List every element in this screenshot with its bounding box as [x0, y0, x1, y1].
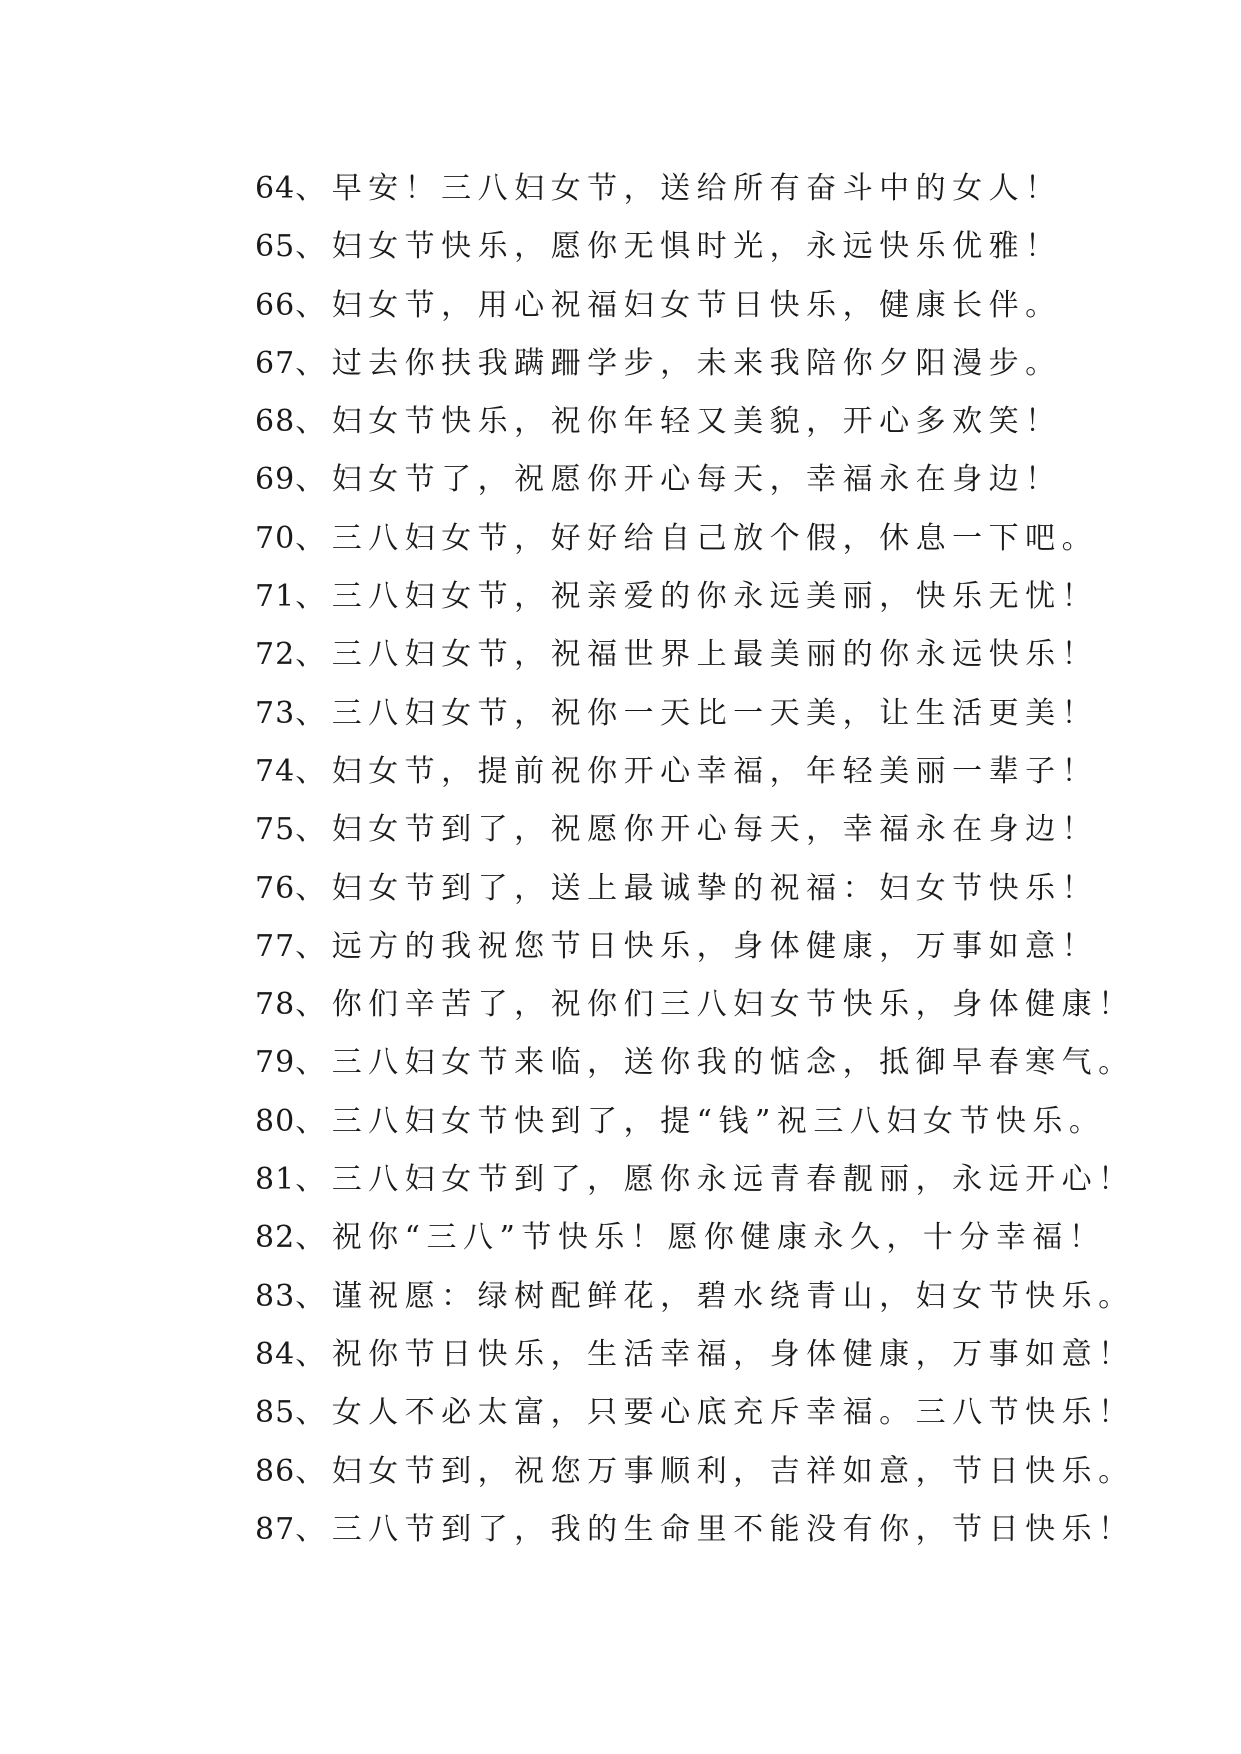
item-number: 75 [255, 812, 296, 848]
item-separator: 、 [295, 695, 332, 731]
item-text: 女人不必太富，只要心底充斥幸福。三八节快乐！ [331, 1395, 1135, 1431]
item-number: 64 [255, 171, 296, 206]
item-separator: 、 [295, 1453, 332, 1489]
item-number: 74 [255, 753, 296, 789]
item-text: 妇女节了，祝愿你开心每天，幸福永在身边！ [331, 462, 1062, 498]
item-separator: 、 [295, 812, 332, 848]
item-text: 三八妇女节，好好给自己放个假，休息一下吧。 [331, 520, 1099, 556]
item-text: 妇女节到，祝您万事顺利，吉祥如意，节日快乐。 [331, 1453, 1135, 1489]
item-text: 三八妇女节到了，愿你永远青春靓丽，永远开心！ [331, 1162, 1135, 1198]
item-text: 祝你“三八”节快乐！愿你健康永久，十分幸福！ [331, 1220, 1106, 1256]
item-number: 67 [255, 345, 296, 381]
list-item [255, 218, 1155, 276]
item-number: 71 [255, 579, 296, 615]
item-number: 76 [255, 870, 296, 906]
list-item [255, 1209, 1155, 1267]
item-text: 妇女节到了，祝愿你开心每天，幸福永在身边！ [331, 812, 1099, 848]
item-separator: 、 [295, 753, 332, 789]
list-item [255, 626, 1155, 684]
list-item [255, 160, 1155, 218]
item-number: 79 [255, 1045, 296, 1081]
item-number: 66 [255, 287, 296, 323]
greeting-list [255, 160, 1155, 1559]
item-text: 三八妇女节，祝福世界上最美丽的你永远快乐！ [331, 637, 1099, 673]
item-separator: 、 [295, 404, 332, 440]
item-text: 你们辛苦了，祝你们三八妇女节快乐，身体健康！ [331, 987, 1135, 1023]
item-number: 84 [255, 1336, 296, 1372]
list-item [255, 1326, 1155, 1384]
item-number: 69 [255, 462, 296, 498]
item-text: 三八妇女节快到了，提“钱”祝三八妇女节快乐。 [331, 1103, 1106, 1139]
item-text: 妇女节，提前祝你开心幸福，年轻美丽一辈子！ [331, 753, 1099, 789]
item-number: 86 [255, 1453, 296, 1489]
item-separator: 、 [295, 171, 332, 206]
item-number: 77 [255, 928, 296, 964]
list-item [255, 801, 1155, 859]
item-separator: 、 [295, 1220, 332, 1256]
item-separator: 、 [295, 287, 332, 323]
item-separator: 、 [295, 229, 332, 265]
item-separator: 、 [295, 1103, 332, 1139]
list-item [255, 1501, 1155, 1559]
item-text: 妇女节快乐，愿你无惧时光，永远快乐优雅！ [331, 229, 1062, 265]
item-text: 三八节到了，我的生命里不能没有你，节日快乐！ [331, 1511, 1135, 1547]
item-separator: 、 [295, 987, 332, 1023]
item-separator: 、 [295, 1395, 332, 1431]
list-item [255, 1384, 1155, 1442]
item-number: 72 [255, 637, 296, 673]
item-text: 三八妇女节，祝你一天比一天美，让生活更美！ [331, 695, 1099, 731]
item-number: 68 [255, 404, 296, 440]
item-separator: 、 [295, 462, 332, 498]
item-number: 65 [255, 229, 296, 265]
item-text: 远方的我祝您节日快乐，身体健康，万事如意！ [331, 928, 1099, 964]
item-separator: 、 [295, 579, 332, 615]
list-item [255, 393, 1155, 451]
item-number: 70 [255, 520, 296, 556]
item-text: 早安！三八妇女节，送给所有奋斗中的女人！ [331, 171, 1062, 206]
item-separator: 、 [295, 1278, 332, 1314]
item-number: 82 [255, 1220, 296, 1256]
list-item [255, 1093, 1155, 1151]
list-item [255, 335, 1155, 393]
list-item [255, 685, 1155, 743]
item-number: 85 [255, 1395, 296, 1431]
list-item [255, 1443, 1155, 1501]
item-text: 谨祝愿：绿树配鲜花，碧水绕青山，妇女节快乐。 [331, 1278, 1135, 1314]
item-text: 三八妇女节，祝亲爱的你永远美丽，快乐无忧！ [331, 579, 1099, 615]
item-separator: 、 [295, 928, 332, 964]
item-separator: 、 [295, 870, 332, 906]
item-number: 73 [255, 695, 296, 731]
list-item [255, 510, 1155, 568]
item-separator: 、 [295, 1511, 332, 1547]
list-item [255, 1034, 1155, 1092]
item-separator: 、 [295, 1336, 332, 1372]
item-text: 三八妇女节来临，送你我的惦念，抵御早春寒气。 [331, 1045, 1135, 1081]
list-item [255, 860, 1155, 918]
item-number: 80 [255, 1103, 296, 1139]
item-number: 78 [255, 987, 296, 1023]
item-text: 妇女节，用心祝福妇女节日快乐，健康长伴。 [331, 287, 1062, 323]
item-text: 过去你扶我蹒跚学步，未来我陪你夕阳漫步。 [331, 345, 1062, 381]
item-text: 妇女节快乐，祝你年轻又美貌，开心多欢笑！ [331, 404, 1062, 440]
item-number: 87 [255, 1511, 296, 1547]
item-separator: 、 [295, 1045, 332, 1081]
item-number: 81 [255, 1162, 296, 1198]
item-separator: 、 [295, 637, 332, 673]
list-item [255, 743, 1155, 801]
list-item [255, 568, 1155, 626]
list-item [255, 277, 1155, 335]
list-item [255, 451, 1155, 509]
list-item [255, 1268, 1155, 1326]
item-number: 83 [255, 1278, 296, 1314]
item-separator: 、 [295, 1162, 332, 1198]
item-text: 祝你节日快乐，生活幸福，身体健康，万事如意！ [331, 1336, 1135, 1372]
list-item [255, 1151, 1155, 1209]
item-text: 妇女节到了，送上最诚挚的祝福：妇女节快乐！ [331, 870, 1099, 906]
list-item [255, 918, 1155, 976]
list-item [255, 976, 1155, 1034]
item-separator: 、 [295, 345, 332, 381]
item-separator: 、 [295, 520, 332, 556]
